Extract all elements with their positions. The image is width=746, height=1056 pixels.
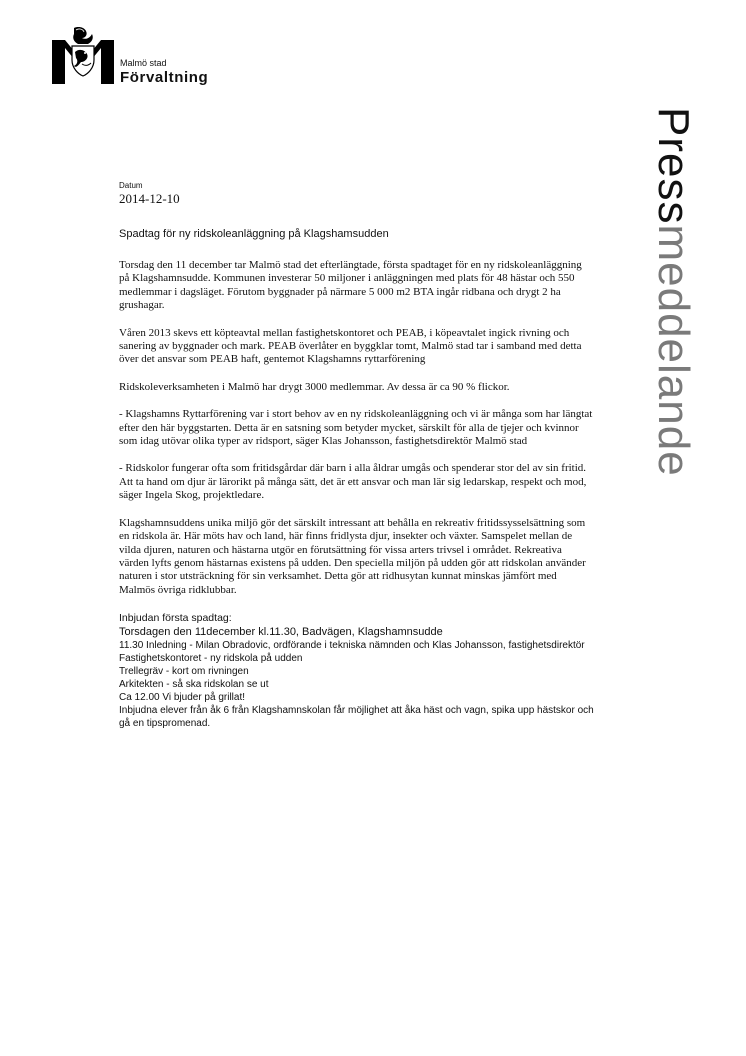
- body-paragraph: Torsdag den 11 december tar Malmö stad det efterlängtade, första spadtaget för en ny ridskoleanläggning på Klagshamnsudde. Kommunen investerar 50 miljoner i anläggningen med plats för 48 hästar och 550 medlemmar i dagsläget. Förutom byggnader på närmare 5 000 m2 BTA ingår ridbana och drygt 2 ha grushagar.: [119, 259, 582, 312]
- press-release-body: [119, 181, 594, 730]
- invitation-item: Arkitekten - så ska ridskolan se ut: [119, 679, 269, 691]
- invitation-item: Trellegräv - kort om rivningen: [119, 666, 249, 678]
- body-paragraph: Ridskoleverksamheten i Malmö har drygt 3000 medlemmar. Av dessa är ca 90 % flickor.: [119, 380, 510, 393]
- body-paragraph: Våren 2013 skevs ett köpteavtal mellan fastighetskontoret och PEAB, i köpeavtalet ingick rivning och sanering av byggnader och mark. PEAB överlåter en byggklar tomt, Malmö stad tar i samband med detta över det ansvar som PEAB haft, gentemot Klagshamns ryttarförening: [119, 326, 582, 366]
- pressmeddelande-vertical-title: [649, 107, 697, 477]
- invitation-section: [119, 611, 594, 730]
- malmo-coat-of-arms-logo: [52, 26, 114, 86]
- organization-city: Malmö stad: [120, 58, 167, 68]
- vertical-title-press: Press: [649, 107, 698, 225]
- invitation-title: Inbjudan första spadtag:: [119, 612, 232, 625]
- organization-department: Förvaltning: [120, 69, 209, 86]
- press-release-headline: Spadtag för ny ridskoleanläggning på Klagshamsudden: [119, 228, 389, 240]
- body-paragraph: - Klagshamns Ryttarförening var i stort behov av en ny ridskoleanläggning och vi är många som har längtat efter den här byggstarten. Detta är en satsning som betyder mycket, särskilt för alla de tjejer och kvinnor som idag utövar olika typer av ridsport, säger Klas Johansson, fastighetsdirektör Malmö stad: [119, 408, 593, 448]
- date-value: 2014-12-10: [119, 191, 180, 206]
- invitation-subtitle: Torsdagen den 11december kl.11.30, Badvägen, Klagshamnsudde: [119, 626, 443, 639]
- organization-header: [120, 58, 208, 87]
- body-paragraph: - Ridskolor fungerar ofta som fritidsgårdar där barn i alla åldrar umgås och spenderar stor del av sin fritid. Att ta hand om djur är lärorikt på många sätt, det är ett ansvar och man lär sig ledarskap, respekt och mod, säger Ingela Skog, projektledare.: [119, 462, 587, 502]
- date-label: Datum: [119, 181, 143, 190]
- body-paragraph: Klagshamnsuddens unika miljö gör det särskilt intressant att behålla en rekreativ fritidssysselsättning som en ridskola är. Här möts hav och land, här finns fridlysta djur, insekter och växter. Samspelet mellan de vilda djuren, naturen och hästarna utgör en förutsättning för vissa arters trivsel i området. Rekreativa värden lyfts genom hästarnas existens på udden. Den speciella miljön på udden gör att ridskolan använder naturen i stor utsträckning för sin verksamhet. Detta gör att ridhusytan kunnat minskas jämfört med Malmös övriga ridklubbar.: [119, 516, 586, 596]
- invitation-item: Inbjudna elever från åk 6 från Klagshamnskolan får möjlighet att åka häst och vagn, spika upp hästskor och gå en tipspromenad.: [119, 705, 594, 730]
- vertical-title-meddelande: meddelande: [649, 224, 698, 477]
- invitation-item: 11.30 Inledning - Milan Obradovic, ordförande i tekniska nämnden och Klas Johansson, fastighetsdirektör: [119, 640, 585, 652]
- invitation-item: Fastighetskontoret - ny ridskola på udden: [119, 653, 303, 665]
- invitation-item: Ca 12.00 Vi bjuder på grillat!: [119, 692, 246, 704]
